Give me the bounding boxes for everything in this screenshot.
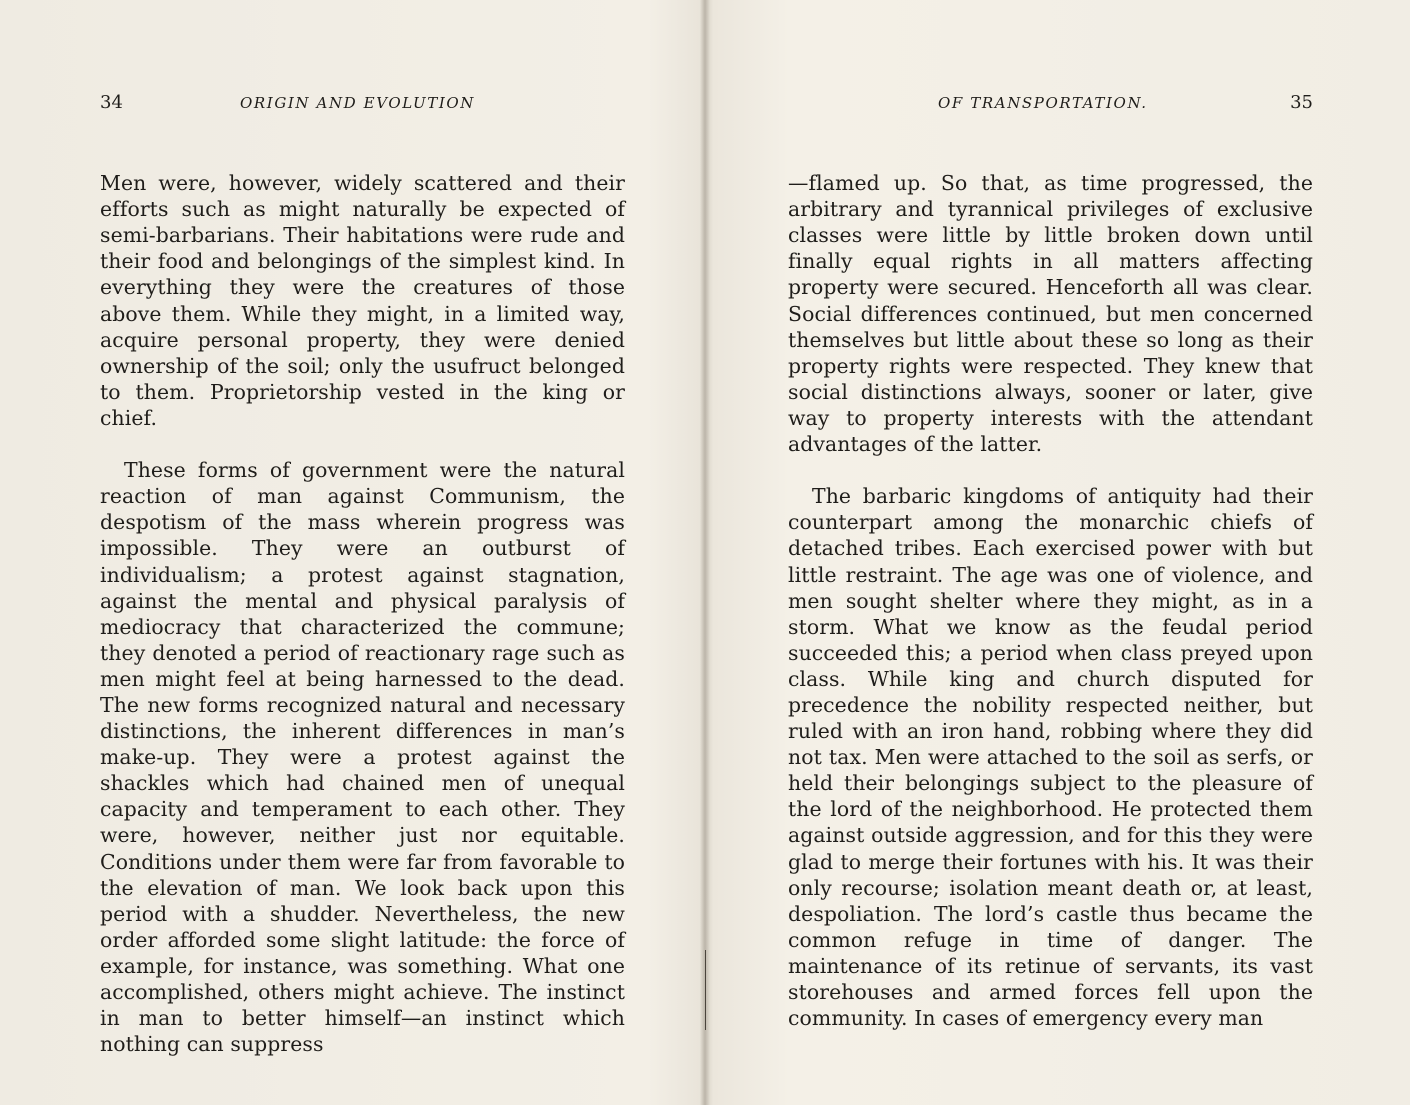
left-running-head: ORIGIN AND EVOLUTION bbox=[240, 94, 476, 112]
right-page-number: 35 bbox=[1290, 92, 1313, 113]
right-paragraph-1: —flamed up. So that, as time progressed, the arbitrary and tyrannical privileges of exclusive classes were little by little broken down until finally equal rights in all matters affecting property were secured. Henceforth all was clear. Social differences continued, but men concerned themselves but little about these so long as their property rights were respected. They knew that social distinctions always, sooner or later, give way to property interests with the attendant advantages of the latter. bbox=[788, 171, 1313, 457]
book-gutter bbox=[700, 0, 710, 1105]
right-page bbox=[788, 88, 1313, 1031]
left-page-number: 34 bbox=[100, 92, 123, 113]
right-page-header bbox=[788, 88, 1313, 118]
right-page-body bbox=[788, 144, 1313, 1057]
left-paragraph-1: Men were, however, widely scattered and their efforts such as might naturally be expected of semi-barbarians. Their habitations were rude and their food and belongings of the simplest kind. In everything they were the creatures of those above them. While they might, in a limited way, acquire personal property, they were denied ownership of the soil; only the usufruct belonged to them. Proprietorship vested in the king or chief. bbox=[100, 171, 625, 430]
gutter-crease bbox=[705, 950, 706, 1030]
right-running-head: OF TRANSPORTATION. bbox=[938, 94, 1148, 112]
left-paragraph-2: These forms of government were the natural reaction of man against Communism, the despotism of the mass wherein progress was impossible. They were an outburst of individualism; a protest against stagnation, against the mental and physical paralysis of mediocracy that characterized the commune; they denoted a period of reactionary rage such as men might feel at being harnessed to the dead. The new forms recognized natural and necessary distinctions, the inherent differences in man’s make-up. They were a protest against the shackles which had chained men of unequal capacity and temperament to each other. They were, however, neither just nor equitable. Conditions under them were far from favorable to the elevation of man. We look back upon this period with a shudder. Nevertheless, the new order afforded some slight latitude: the force of example, for instance, was something. What one accomplished, others might achieve. The instinct in man to better himself—an instinct which nothing can suppress bbox=[100, 458, 625, 1057]
right-paragraph-2: The barbaric kingdoms of antiquity had their counterpart among the monarchic chiefs of detached tribes. Each exercised power with but little restraint. The age was one of violence, and men sought shelter where they might, as in a storm. What we know as the feudal period succeeded this; a period when class preyed upon class. While king and church disputed for precedence the nobility respected neither, but ruled with an iron hand, robbing where they did not tax. Men were attached to the soil as serfs, or held their belongings subject to the pleasure of the lord of the neighborhood. He protected them against outside aggression, and for this they were glad to merge their fortunes with his. It was their only recourse; isolation meant death or, at least, despoliation. The lord’s castle thus became the common refuge in time of danger. The maintenance of its retinue of servants, its vast storehouses and armed forces fell upon the community. In cases of emergency every man bbox=[788, 484, 1313, 1031]
left-page-body bbox=[100, 144, 625, 1083]
left-page bbox=[100, 88, 625, 1057]
left-page-header bbox=[100, 88, 625, 118]
